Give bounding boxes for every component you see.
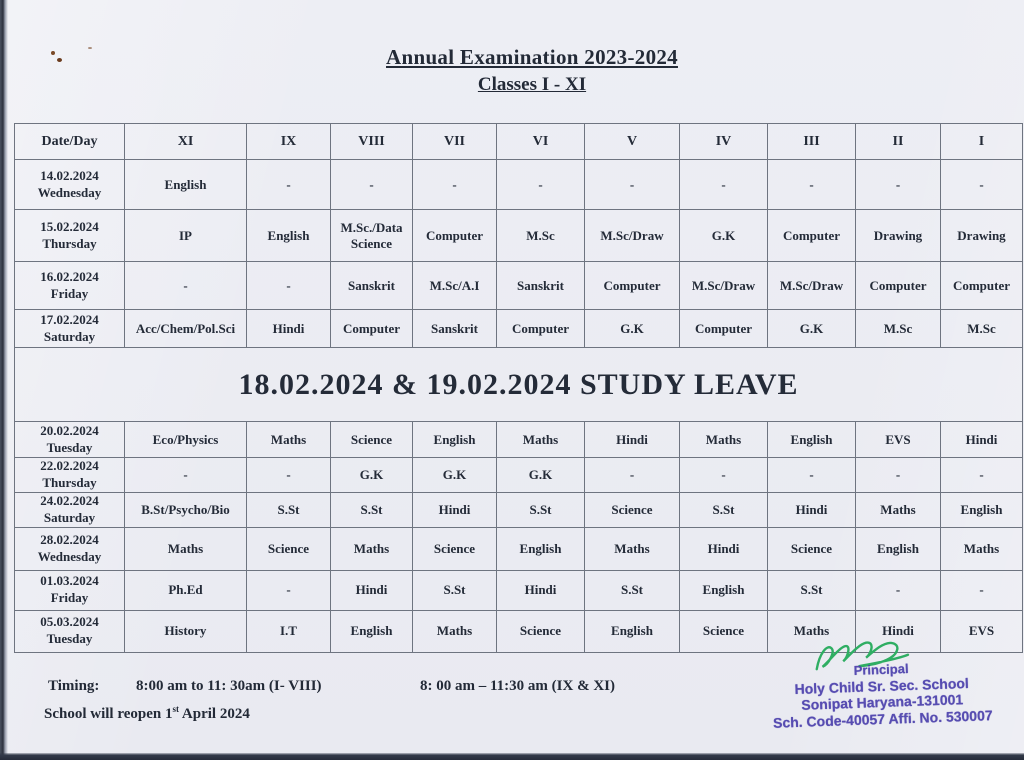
subject-cell: S.St (413, 570, 497, 610)
exam-date: 05.03.2024 (40, 614, 99, 630)
column-header-xi: XI (125, 124, 247, 160)
date-day-cell (15, 610, 125, 652)
subject-cell: - (941, 570, 1023, 610)
subject-cell: Science (247, 527, 331, 570)
exam-date: 14.02.2024 (40, 167, 99, 183)
subject-cell: English (585, 610, 680, 652)
date-day-cell (15, 210, 125, 262)
subject-cell: English (497, 527, 585, 570)
subject-cell: M.Sc./Data Science (331, 210, 413, 262)
subject-cell: Computer (413, 210, 497, 262)
reopen-ordinal: st (172, 704, 179, 714)
subject-cell: Hindi (497, 570, 585, 610)
subject-cell: M.Sc/A.I (413, 262, 497, 310)
stamp-location: Sonipat Haryana-131001 (801, 691, 964, 714)
title-line-1: Annual Examination 2023-2024 (386, 45, 678, 69)
subject-cell: Hindi (941, 422, 1023, 458)
exam-row (15, 310, 1023, 348)
subject-cell: G.K (768, 310, 856, 348)
subject-cell: Science (331, 422, 413, 458)
subject-cell: M.Sc/Draw (680, 262, 768, 310)
subject-cell: Maths (680, 422, 768, 458)
subject-cell: S.St (497, 492, 585, 527)
timing-senior-classes: 8: 00 am – 11:30 am (IX & XI) (420, 678, 615, 694)
date-day-cell (15, 458, 125, 493)
subject-cell: Maths (768, 610, 856, 652)
subject-cell: S.St (680, 492, 768, 527)
subject-cell: Sanskrit (413, 310, 497, 348)
reopen-note (44, 704, 250, 723)
subject-cell: Maths (331, 527, 413, 570)
subject-cell: - (856, 160, 941, 210)
subject-cell: M.Sc (856, 310, 941, 348)
subject-cell: - (680, 458, 768, 493)
date-day-cell (15, 492, 125, 527)
subject-cell: B.St/Psycho/Bio (125, 492, 247, 527)
subject-cell: Acc/Chem/Pol.Sci (125, 310, 247, 348)
exam-date: 16.02.2024 (40, 268, 99, 284)
title-line-2: Classes I - XI (477, 74, 587, 96)
subject-cell: English (680, 570, 768, 610)
column-header-dateday: Date/Day (15, 124, 125, 160)
exam-row (15, 570, 1023, 610)
exam-day: Tuesday (46, 439, 93, 455)
stamp-school-name: Holy Child Sr. Sec. School (794, 674, 970, 697)
exam-row (15, 492, 1023, 527)
subject-cell: - (856, 458, 941, 493)
subject-cell: G.K (413, 458, 497, 493)
subject-cell: Hindi (331, 570, 413, 610)
subject-cell: Computer (768, 210, 856, 262)
subject-cell: - (247, 570, 331, 610)
subject-cell: Hindi (856, 610, 941, 652)
subject-cell: I.T (247, 610, 331, 652)
exam-table-body (15, 160, 1023, 653)
subject-cell: - (413, 160, 497, 210)
subject-cell: Drawing (856, 210, 941, 262)
exam-row (15, 262, 1023, 310)
timing-junior-classes: 8:00 am to 11: 30am (I- VIII) (136, 678, 322, 694)
subject-cell: - (497, 160, 585, 210)
header-row (15, 124, 1023, 160)
exam-day: Thursday (42, 235, 97, 251)
subject-cell: English (331, 610, 413, 652)
column-header-iii: III (768, 124, 856, 160)
exam-date: 17.02.2024 (40, 311, 99, 327)
subject-cell: Science (768, 527, 856, 570)
subject-cell: Computer (941, 262, 1023, 310)
subject-cell: Maths (585, 527, 680, 570)
date-day-cell (15, 527, 125, 570)
column-header-vi: VI (497, 124, 585, 160)
subject-cell: M.Sc/Draw (585, 210, 680, 262)
subject-cell: Science (680, 610, 768, 652)
subject-cell: Science (497, 610, 585, 652)
subject-cell: G.K (680, 210, 768, 262)
column-header-ix: IX (247, 124, 331, 160)
exam-table (14, 123, 1023, 653)
reopen-text-tail: April 2024 (178, 706, 250, 722)
subject-cell: - (585, 458, 680, 493)
exam-day: Saturday (43, 509, 96, 525)
school-stamp (741, 657, 1023, 733)
exam-day: Tuesday (46, 631, 93, 647)
subject-cell: Science (413, 527, 497, 570)
date-day-cell (15, 570, 125, 610)
subject-cell: M.Sc/Draw (768, 262, 856, 310)
subject-cell: Computer (585, 262, 680, 310)
subject-cell: - (247, 160, 331, 210)
subject-cell: S.St (331, 492, 413, 527)
column-header-iv: IV (680, 124, 768, 160)
column-header-v: V (585, 124, 680, 160)
subject-cell: - (247, 458, 331, 493)
subject-cell: English (413, 422, 497, 458)
scan-edge-left (0, 0, 8, 760)
document-title (40, 44, 1024, 97)
subject-cell: S.St (247, 492, 331, 527)
subject-cell: Maths (941, 527, 1023, 570)
exam-day: Friday (50, 590, 89, 606)
subject-cell: Hindi (585, 422, 680, 458)
column-header-viii: VIII (331, 124, 413, 160)
date-day-cell (15, 310, 125, 348)
exam-date: 24.02.2024 (40, 492, 99, 508)
stamp-code: Sch. Code-40057 Affi. No. 530007 (772, 707, 993, 732)
subject-cell: Eco/Physics (125, 422, 247, 458)
subject-cell: G.K (585, 310, 680, 348)
subject-cell: Computer (331, 310, 413, 348)
subject-cell: English (856, 527, 941, 570)
subject-cell: Maths (125, 527, 247, 570)
reopen-text: School will reopen 1 (44, 706, 173, 722)
subject-cell: - (125, 458, 247, 493)
exam-row (15, 458, 1023, 493)
exam-row (15, 160, 1023, 210)
exam-row (15, 527, 1023, 570)
subject-cell: G.K (497, 458, 585, 493)
exam-row (15, 422, 1023, 458)
study-leave-row (15, 348, 1023, 422)
subject-cell: Hindi (247, 310, 331, 348)
subject-cell: - (680, 160, 768, 210)
exam-date: 01.03.2024 (40, 573, 99, 589)
exam-date: 15.02.2024 (40, 218, 99, 234)
exam-day: Thursday (42, 474, 97, 490)
subject-cell: Maths (497, 422, 585, 458)
exam-day: Friday (50, 285, 89, 301)
subject-cell: S.St (768, 570, 856, 610)
subject-cell: EVS (856, 422, 941, 458)
subject-cell: Sanskrit (497, 262, 585, 310)
subject-cell: - (247, 262, 331, 310)
subject-cell: - (941, 160, 1023, 210)
subject-cell: English (768, 422, 856, 458)
timing-label: Timing: (48, 678, 100, 694)
subject-cell: Computer (497, 310, 585, 348)
subject-cell: - (941, 458, 1023, 493)
column-header-i: I (941, 124, 1023, 160)
subject-cell: Computer (680, 310, 768, 348)
date-day-cell (15, 160, 125, 210)
subject-cell: IP (125, 210, 247, 262)
subject-cell: M.Sc (497, 210, 585, 262)
subject-cell: Drawing (941, 210, 1023, 262)
subject-cell: Hindi (768, 492, 856, 527)
subject-cell: Ph.Ed (125, 570, 247, 610)
subject-cell: English (941, 492, 1023, 527)
exam-day: Saturday (43, 328, 96, 344)
exam-row (15, 210, 1023, 262)
subject-cell: S.St (585, 570, 680, 610)
exam-day: Wednesday (37, 548, 102, 564)
subject-cell: M.Sc (941, 310, 1023, 348)
date-day-cell (15, 262, 125, 310)
subject-cell: G.K (331, 458, 413, 493)
subject-cell: EVS (941, 610, 1023, 652)
exam-day: Wednesday (37, 184, 102, 200)
exam-date: 22.02.2024 (40, 458, 99, 473)
date-day-cell (15, 422, 125, 458)
scan-edge-bottom (0, 753, 1024, 760)
exam-table-head (15, 124, 1023, 160)
subject-cell: Sanskrit (331, 262, 413, 310)
stamp-designation: Principal (853, 661, 909, 678)
subject-cell: English (125, 160, 247, 210)
exam-date: 20.02.2024 (40, 422, 99, 438)
subject-cell: Maths (856, 492, 941, 527)
subject-cell: History (125, 610, 247, 652)
subject-cell: - (768, 458, 856, 493)
subject-cell: Hindi (413, 492, 497, 527)
study-leave-banner: 18.02.2024 & 19.02.2024 STUDY LEAVE (15, 348, 1023, 422)
subject-cell: - (331, 160, 413, 210)
subject-cell: Maths (247, 422, 331, 458)
subject-cell: Computer (856, 262, 941, 310)
subject-cell: Science (585, 492, 680, 527)
subject-cell: - (125, 262, 247, 310)
column-header-ii: II (856, 124, 941, 160)
subject-cell: English (247, 210, 331, 262)
subject-cell: Maths (413, 610, 497, 652)
subject-cell: - (856, 570, 941, 610)
subject-cell: Hindi (680, 527, 768, 570)
subject-cell: - (768, 160, 856, 210)
exam-date: 28.02.2024 (40, 531, 99, 547)
column-header-vii: VII (413, 124, 497, 160)
subject-cell: - (585, 160, 680, 210)
